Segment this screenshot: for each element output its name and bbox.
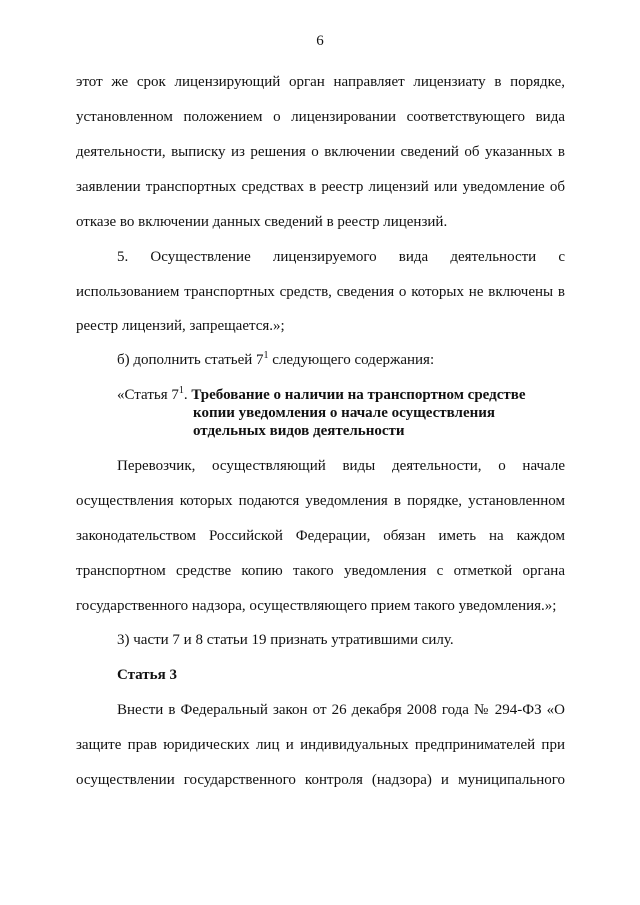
text-line: 5. Осуществление лицензируемого вида деятельности с [117, 249, 565, 265]
text-line: использованием транспортных средств, сведения о которых не включены в [76, 284, 565, 300]
article-3-title: Статья 3 [117, 667, 177, 683]
page-number: 6 [316, 33, 324, 49]
text-line: осуществления которых подаются уведомления в порядке, установленном [76, 493, 565, 509]
text-line: Перевозчик, осуществляющий виды деятельности, о начале [117, 458, 565, 474]
article-heading-prefix-end: . [183, 387, 192, 403]
article-heading-line-1 [117, 385, 565, 405]
text-line: заявлении транспортных средствах в реестр лицензий или уведомление об [76, 179, 565, 195]
text-line: реестр лицензий, запрещается.»; [76, 318, 285, 334]
article-heading-title: Требование о наличии на транспортном средстве [191, 387, 526, 403]
text-line: осуществлении государственного контроля (надзора) и муниципального [76, 772, 565, 788]
text-line: транспортном средстве копию такого уведомления с отметкой органа [76, 563, 565, 579]
text-span: б) дополнить статьей 7 [117, 352, 264, 368]
text-line: этот же срок лицензирующий орган направляет лицензиату в порядке, [76, 74, 565, 90]
text-line: установленном положением о лицензировании соответствующего вида [76, 109, 565, 125]
article-heading-prefix: «Статья 7 [117, 387, 179, 403]
text-line: законодательством Российской Федерации, обязан иметь на каждом [76, 528, 565, 544]
paragraph-3 [117, 350, 565, 370]
text-line: отказе во включении данных сведений в реестр лицензий. [76, 214, 448, 230]
article-heading-line-3: отдельных видов деятельности [193, 423, 405, 439]
text-span: следующего содержания: [268, 352, 435, 368]
article-heading-line-2: копии уведомления о начале осуществления [193, 405, 495, 421]
paragraph-5: 3) части 7 и 8 статьи 19 признать утратившими силу. [117, 632, 454, 648]
superscript: 1 [178, 385, 184, 396]
text-line: деятельности, выписку из решения о включении сведений об указанных в [76, 144, 565, 160]
text-line: Внести в Федеральный закон от 26 декабря 2008 года № 294-ФЗ «О [117, 702, 565, 718]
text-line: государственного надзора, осуществляющего прием такого уведомления.»; [76, 598, 557, 614]
superscript: 1 [263, 350, 269, 361]
text-line: защите прав юридических лиц и индивидуальных предпринимателей при [76, 737, 565, 753]
